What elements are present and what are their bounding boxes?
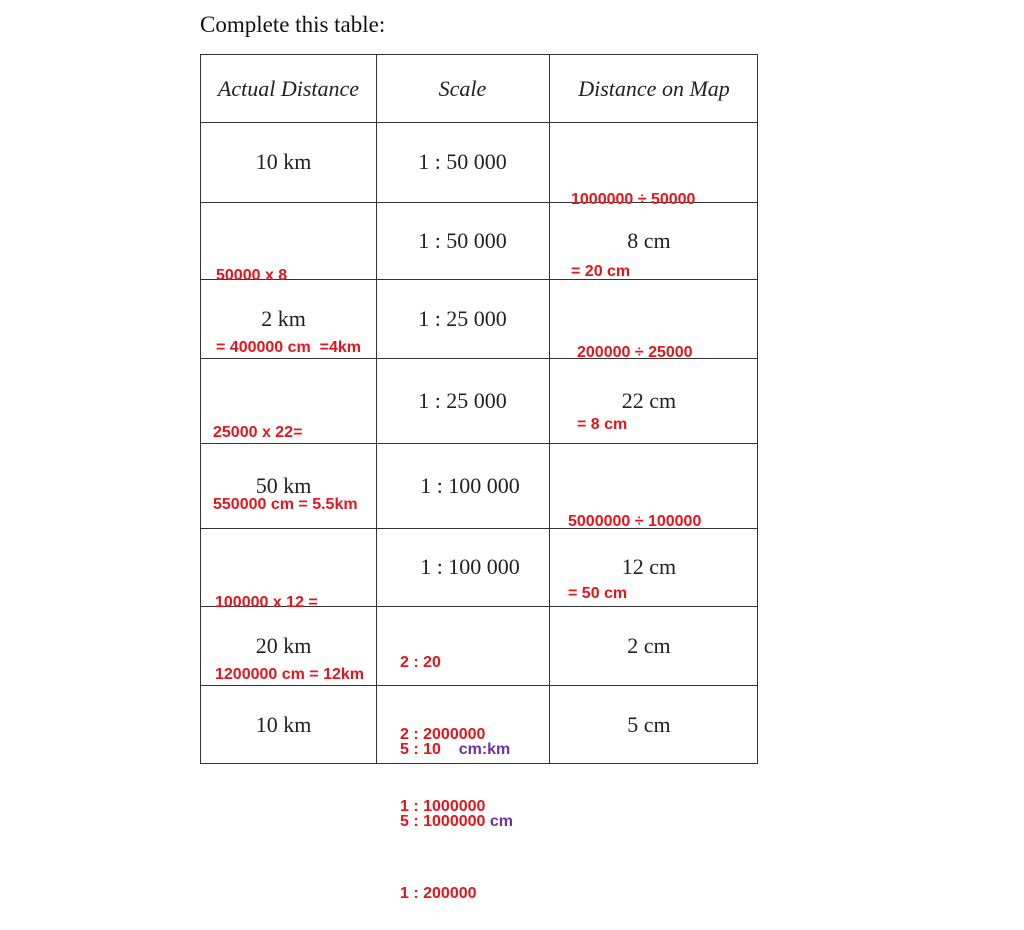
row6-scale: 1 : 100 000 [420,554,520,579]
row8-map: 5 cm [627,712,671,737]
annotation-row6-actual: 100000 x 12 = 1200000 cm = 12km [215,594,365,683]
annotation-row5-map: 5000000 ÷ 100000 = 50 cm [568,513,702,602]
row8-actual: 10 km [255,712,312,737]
row3-actual: 2 km [261,305,306,331]
annotation-row1-map: 1000000 ÷ 50000 = 20 cm [571,191,696,280]
annotation-row4-actual: 25000 x 22= 550000 cm = 5.5km [213,424,358,513]
row7-actual: 20 km [255,632,312,658]
annotation-row7-scale: 2 : 20 2 : 2000000 1 : 1000000 [400,654,486,815]
row5-scale: 1 : 100 000 [420,472,520,498]
annotation-row8-scale: 5 : 10 cm:km 5 : 1000000 cm 1 : 200000 [400,741,513,902]
row7-map: 2 cm [627,632,671,658]
row1-scale: 1 : 50 000 [418,149,507,174]
header-distance-on-map: Distance on Map [578,75,730,101]
row2-map: 8 cm [627,227,671,253]
row4-map: 22 cm [621,387,677,413]
row5-actual: 50 km [255,472,312,498]
row6-map: 12 cm [621,554,677,579]
row1-actual: 10 km [255,149,312,174]
row3-scale: 1 : 25 000 [418,305,507,331]
row4-scale: 1 : 25 000 [418,387,507,413]
annotation-row3-map: 200000 ÷ 25000 = 8 cm [577,344,693,433]
row2-scale: 1 : 50 000 [418,227,507,253]
page-title: Complete this table: [200,12,386,37]
header-scale: Scale [438,75,487,101]
annotation-row2-actual: 50000 x 8 = 400000 cm =4km [216,267,362,356]
header-actual-distance: Actual Distance [217,75,360,101]
